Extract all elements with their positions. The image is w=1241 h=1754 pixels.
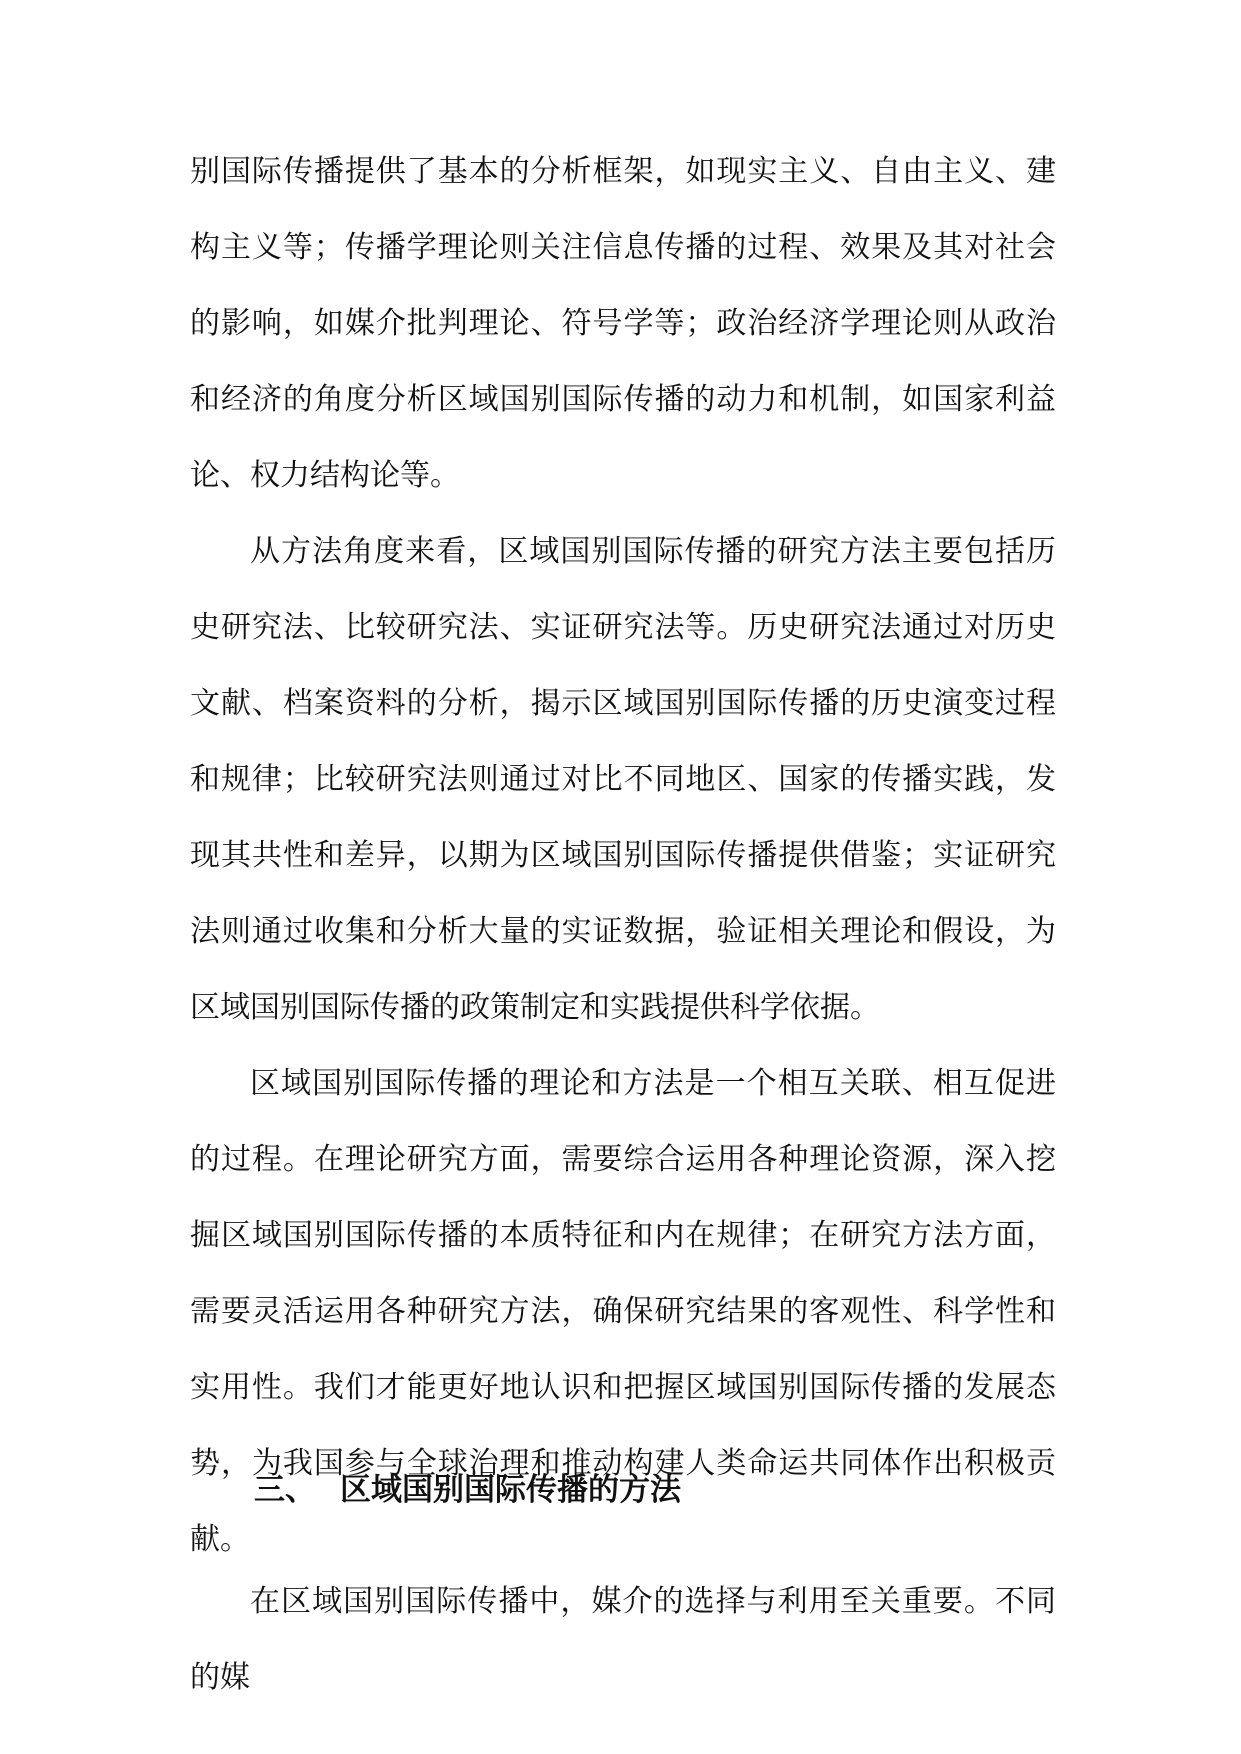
paragraph-research-methods: 从方法角度来看，区域国别国际传播的研究方法主要包括历史研究法、比较研究法、实证研究法等。历史研究法通过对历史文献、档案资料的分析，揭示区域国别国际传播的历史演变过程和规律；比较研究法则通过对比不同地区、国家的传播实践，发现其共性和差异，以期为区域国别国际传播提供借鉴；实证研究法则通过收集和分析大量的实证数据，验证相关理论和假设，为区域国别国际传播的政策制定和实践提供科学依据。 [190,534,1056,1025]
paragraph-theory-method-relationship: 区域国别国际传播的理论和方法是一个相互关联、相互促进的过程。在理论研究方面，需要综合运用各种理论资源，深入挖掘区域国别国际传播的本质特征和内在规律；在研究方法方面，需要灵活运用各种研究方法，确保研究结果的客观性、科学性和实用性。我们才能更好地认识和把握区域国别国际传播的发展态势，为我国参与全球治理和推动构建人类命运共同体作出积极贡献。 [190,1066,1056,1557]
section-heading-number: 三、 [254,1472,316,1508]
body-text-section [190,134,1056,1578]
paragraph-theory-frameworks: 别国际传播提供了基本的分析框架，如现实主义、自由主义、建构主义等；传播学理论则关注信息传播的过程、效果及其对社会的影响，如媒介批判理论、符号学等；政治经济学理论则从政治和经济的角度分析区域国别国际传播的动力和机制，如国家利益论、权力结构论等。 [190,154,1056,493]
section-heading [254,1470,681,1510]
section-heading-title: 区域国别国际传播的方法 [340,1472,681,1508]
paragraph-media-selection: 在区域国别国际传播中，媒介的选择与利用至关重要。不同的媒 [190,1584,1056,1695]
section-body-text [190,1564,1056,1716]
